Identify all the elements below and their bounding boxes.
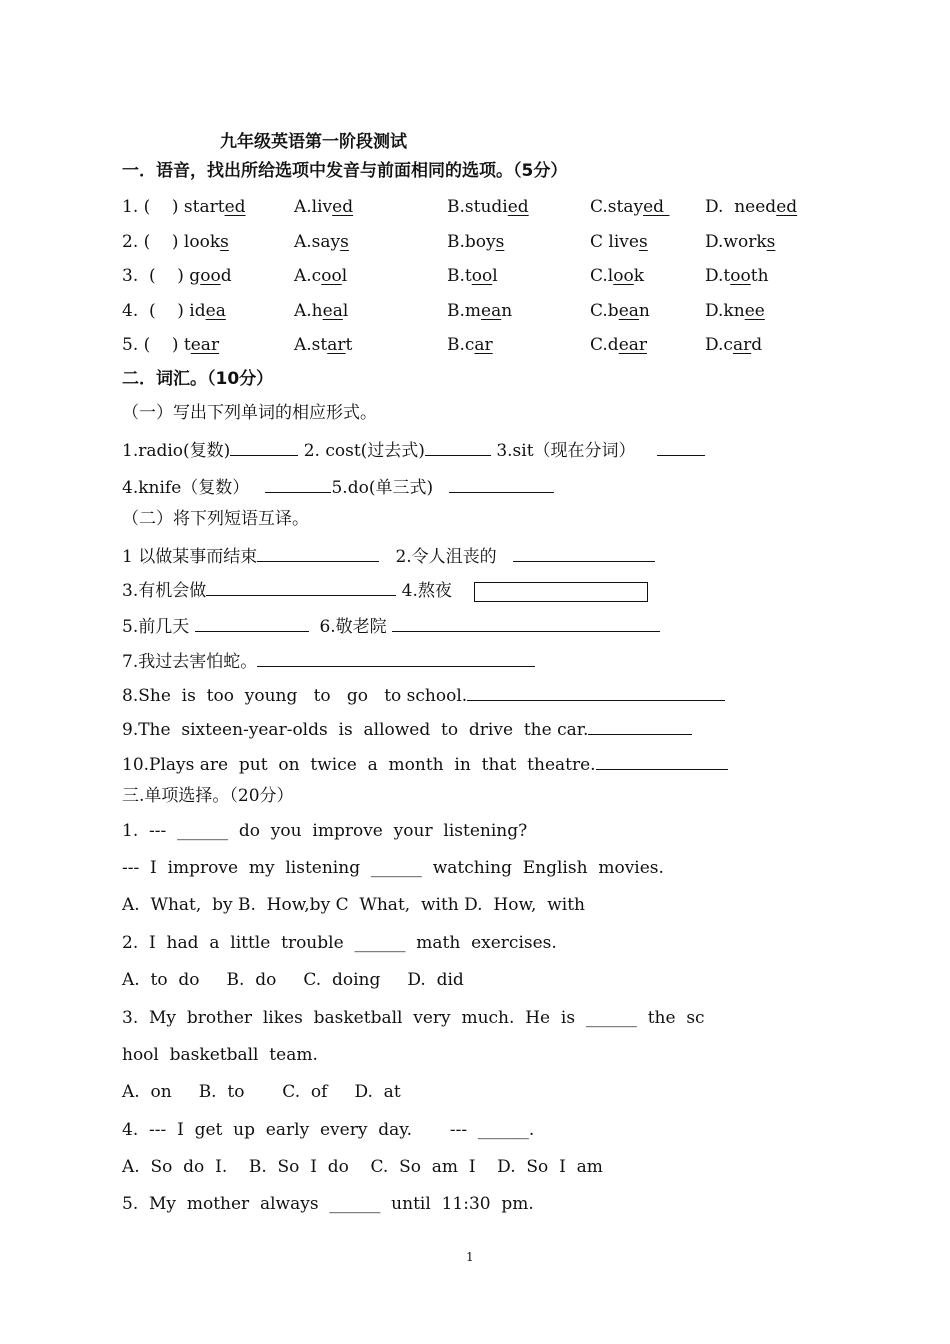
phonetic-1-d[interactable] (705, 196, 797, 218)
underlined-sound: s (340, 232, 349, 252)
phrase-10: 10.Plays are put on twice a month in that theatre. (122, 755, 596, 775)
word-part: 5. ( ) t (122, 335, 191, 355)
phonetic-5-a[interactable] (294, 334, 352, 356)
word-part: D.t (705, 266, 731, 286)
word-part: k (633, 266, 645, 286)
word-part: B.studi (447, 197, 508, 217)
section2-sub1: （一）写出下列单词的相应形式。 (122, 403, 377, 423)
vocab-knife: 4.knife（复数） (122, 478, 250, 498)
page-title: 九年级英语第一阶段测试 (220, 132, 407, 152)
word-part: C.l (590, 266, 614, 286)
word-part: A.c (294, 266, 322, 286)
word-part: B.m (447, 301, 482, 321)
choice-line: A. So do I. B. So I do C. So am I D. So I am (122, 1157, 603, 1177)
word-part: A.st (294, 335, 328, 355)
choice-line: --- I improve my listening ______ watching English movies. (122, 858, 664, 878)
word-part: A.say (294, 232, 341, 252)
phrase-line-5 (122, 613, 660, 638)
word-part: D.kn (705, 301, 745, 321)
phrase-9: 9.The sixteen-year-olds is allowed to drive the car. (122, 720, 589, 740)
vocab-do: 5.do(单三式) (331, 478, 434, 498)
phonetic-2-d[interactable] (705, 231, 775, 253)
answer-blank[interactable] (449, 474, 554, 493)
word-part: D.work (705, 232, 767, 252)
underlined-sound: ar (732, 335, 752, 355)
choice-line: A. to do B. do C. doing D. did (122, 970, 464, 990)
phonetic-4-c[interactable] (590, 300, 650, 322)
section3-header: 三.单项选择。（20分） (122, 786, 294, 806)
phrase-line-10 (122, 751, 728, 776)
word-part: n (638, 301, 650, 321)
phonetic-5-stem (122, 334, 219, 356)
word-part: C.b (590, 301, 619, 321)
underlined-sound: ee (744, 301, 765, 321)
word-part: B.t (447, 266, 472, 286)
phonetic-5-c[interactable] (590, 334, 647, 356)
answer-blank[interactable] (513, 543, 655, 562)
word-part: 1. ( ) start (122, 197, 225, 217)
word-part: 4. ( ) id (122, 301, 206, 321)
word-part: D. need (705, 197, 777, 217)
underlined-sound: ed (776, 197, 798, 217)
phonetic-1-b[interactable] (447, 196, 529, 218)
answer-blank[interactable] (257, 543, 379, 562)
phonetic-4-stem (122, 300, 226, 322)
answer-box[interactable] (474, 582, 648, 602)
underlined-sound: oo (200, 266, 221, 286)
answer-blank[interactable] (392, 613, 660, 632)
underlined-sound: ear (618, 335, 648, 355)
answer-blank[interactable] (206, 577, 396, 596)
phrase-7: 7.我过去害怕蛇。 (122, 652, 258, 672)
choice-line: A. What, by B. How,by C What, with D. How, with (122, 895, 585, 915)
underlined-sound: ed (224, 197, 246, 217)
phrase-line-9 (122, 716, 692, 741)
phonetic-4-d[interactable] (705, 300, 765, 322)
choice-line: 1. --- ______ do you improve your listening? (122, 821, 528, 841)
phrase-5: 5.前几天 (122, 617, 190, 637)
underlined-sound: s (766, 232, 776, 252)
underlined-sound: oo (613, 266, 634, 286)
answer-blank[interactable] (596, 751, 728, 770)
phonetic-3-d[interactable] (705, 265, 769, 287)
word-part: th (750, 266, 769, 286)
choice-line: A. on B. to C. of D. at (122, 1082, 401, 1102)
phrase-4: 4.熬夜 (401, 581, 452, 601)
underlined-sound: ed (507, 197, 529, 217)
vocab-line-2 (122, 474, 554, 499)
word-part: A.h (294, 301, 323, 321)
phonetic-3-stem (122, 265, 232, 287)
phonetic-1-a[interactable] (294, 196, 353, 218)
answer-blank[interactable] (425, 437, 491, 456)
word-part: D.c (705, 335, 733, 355)
phonetic-5-b[interactable] (447, 334, 493, 356)
choice-line: 4. --- I get up early every day. --- ______. (122, 1120, 535, 1140)
word-part: l (342, 301, 349, 321)
phonetic-1-c[interactable] (590, 196, 669, 218)
answer-blank[interactable] (265, 474, 331, 493)
phrase-3: 3.有机会做 (122, 581, 207, 601)
phonetic-3-c[interactable] (590, 265, 644, 287)
vocab-cost: 2. cost(过去式) (298, 441, 425, 461)
word-part: C.stay (590, 197, 644, 217)
choice-line: 3. My brother likes basketball very much. He is ______ the sc (122, 1008, 705, 1028)
phrase-8: 8.She is too young to go to school. (122, 686, 468, 706)
phrase-line-7 (122, 648, 535, 673)
phrase-1: 1 以做某事而结束 (122, 547, 258, 567)
underlined-sound: oo (730, 266, 751, 286)
phrase-line-1 (122, 543, 655, 568)
underlined-sound: ea (618, 301, 639, 321)
word-part: 3. ( ) g (122, 266, 201, 286)
word-part: B.c (447, 335, 475, 355)
word-part: l (492, 266, 498, 286)
section1-header: 一．语音，找出所给选项中发音与前面相同的选项。（5分） (122, 161, 568, 181)
underlined-sound: ea (481, 301, 502, 321)
phonetic-3-b[interactable] (447, 265, 498, 287)
answer-blank[interactable] (467, 682, 725, 701)
word-part: d (220, 266, 232, 286)
phrase-line-3 (122, 577, 648, 602)
underlined-sound: oo (321, 266, 342, 286)
page-number: 1 (466, 1250, 474, 1264)
word-part: n (501, 301, 513, 321)
phonetic-4-b[interactable] (447, 300, 512, 322)
word-part: d (751, 335, 763, 355)
underlined-sound: s (220, 232, 229, 252)
underlined-sound: oo (471, 266, 493, 286)
answer-blank[interactable] (257, 648, 535, 667)
word-part: 2. ( ) look (122, 232, 221, 252)
answer-blank[interactable] (195, 613, 309, 632)
phonetic-2-c[interactable] (590, 231, 648, 253)
answer-blank[interactable] (657, 437, 705, 456)
phonetic-1-stem (122, 196, 246, 218)
word-part: l (341, 266, 348, 286)
underlined-sound: ear (190, 335, 220, 355)
word-part: t (345, 335, 353, 355)
word-part: A.liv (294, 197, 333, 217)
phonetic-3-a[interactable] (294, 265, 347, 287)
choice-line: 5. My mother always ______ until 11:30 pm. (122, 1194, 534, 1214)
phonetic-4-a[interactable] (294, 300, 348, 322)
underlined-sound: ea (205, 301, 226, 321)
underlined-sound: ea (322, 301, 343, 321)
choice-line: 2. I had a little trouble ______ math exercises. (122, 933, 557, 953)
vocab-sit: 3.sit（现在分词） (490, 441, 636, 461)
underlined-sound: ed (643, 197, 670, 217)
phonetic-2-b[interactable] (447, 231, 504, 253)
answer-blank[interactable] (588, 716, 692, 735)
word-part: C live (590, 232, 639, 252)
answer-blank[interactable] (230, 437, 298, 456)
word-part: B.boy (447, 232, 496, 252)
choice-line: hool basketball team. (122, 1045, 318, 1065)
vocab-line-1 (122, 437, 705, 462)
section2-sub2: （二）将下列短语互译。 (122, 509, 309, 529)
phonetic-5-d[interactable] (705, 334, 762, 356)
phrase-2: 2.令人沮丧的 (395, 547, 497, 567)
phrase-6: 6.敬老院 (319, 617, 387, 637)
underlined-sound: s (495, 232, 505, 252)
vocab-radio: 1.radio(复数) (122, 441, 231, 461)
underlined-sound: ar (327, 335, 346, 355)
underlined-sound: ar (474, 335, 493, 355)
underlined-sound: s (638, 232, 648, 252)
phonetic-2-stem (122, 231, 229, 253)
phonetic-2-a[interactable] (294, 231, 349, 253)
word-part: C.d (590, 335, 619, 355)
phrase-line-8 (122, 682, 725, 707)
section2-header: 二．词汇。（10分） (122, 369, 274, 389)
underlined-sound: ed (332, 197, 354, 217)
